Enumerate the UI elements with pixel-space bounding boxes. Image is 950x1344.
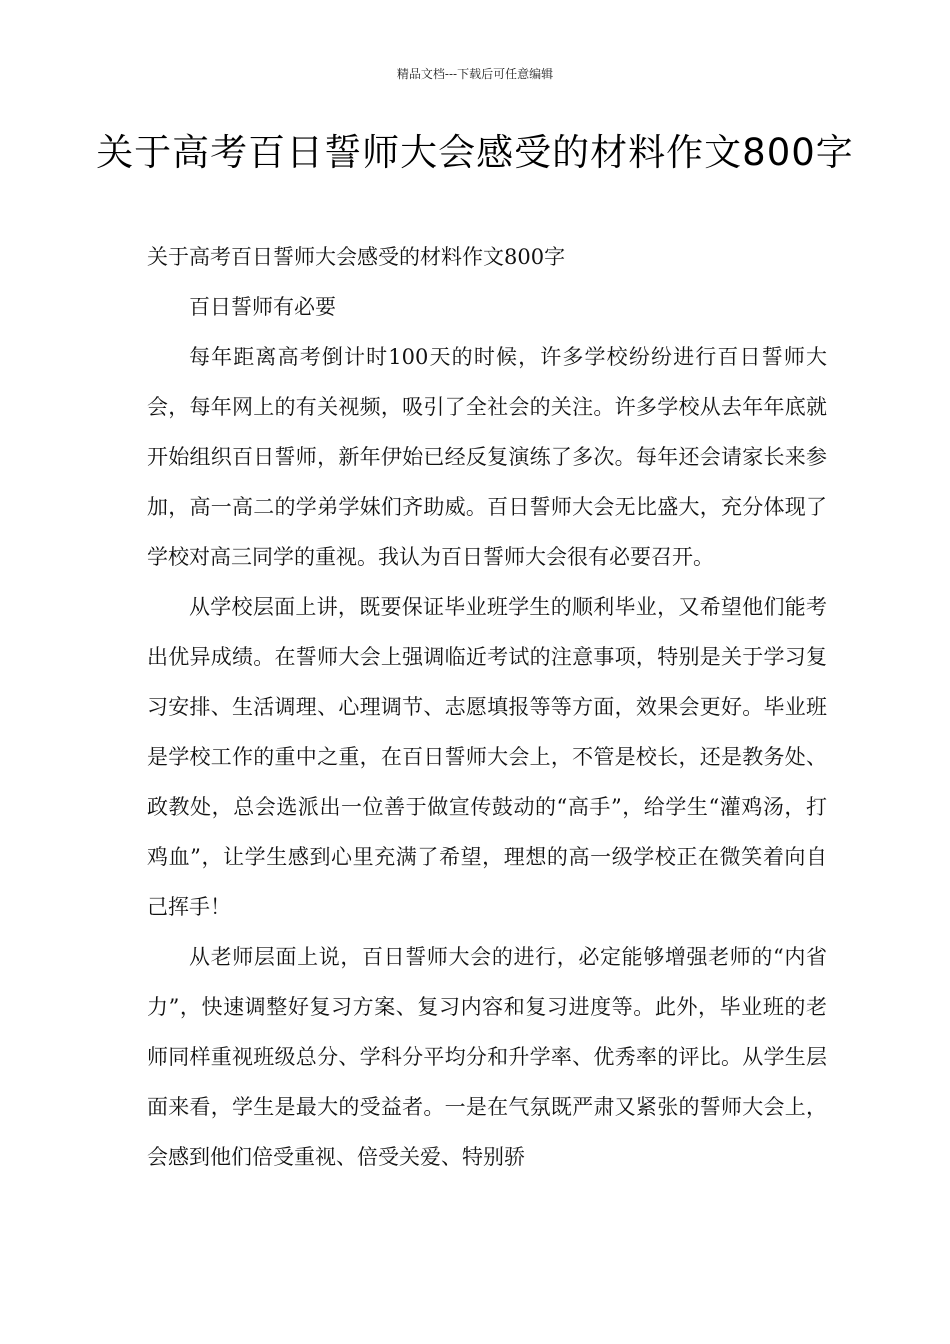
document-subtitle: 关于高考百日誓师大会感受的材料作文800字	[147, 245, 566, 269]
paragraph-heading: 百日誓师有必要	[189, 295, 336, 319]
document-body	[147, 232, 827, 1182]
paragraph: 每年距离高考倒计时100天的时候，许多学校纷纷进行百日誓师大会，每年网上的有关视频，吸引了全社会的关注。许多学校从去年年底就开始组织百日誓师，新年伊始已经反复演练了多次。每年还会请家长来参加，高一高二的学弟学妹们齐助威。百日誓师大会无比盛大，充分体现了学校对高三同学的重视。我认为百日誓师大会很有必要召开。	[147, 345, 827, 569]
paragraph: 从老师层面上说，百日誓师大会的进行，必定能够增强老师的“内省力”，快速调整好复习方案、复习内容和复习进度等。此外，毕业班的老师同样重视班级总分、学科分平均分和升学率、优秀率的评比。从学生层面来看，学生是最大的受益者。一是在气氛既严肃又紧张的誓师大会上，会感到他们倍受重视、倍受关爱、特别骄	[147, 945, 827, 1169]
document-title: 关于高考百日誓师大会感受的材料作文800字	[96, 131, 854, 174]
header-note: 精品文档---下载后可任意编辑	[396, 67, 554, 81]
paragraph: 从学校层面上讲，既要保证毕业班学生的顺利毕业，又希望他们能考出优异成绩。在誓师大会上强调临近考试的注意事项，特别是关于学习复习安排、生活调理、心理调节、志愿填报等等方面，效果会更好。毕业班是学校工作的重中之重，在百日誓师大会上，不管是校长，还是教务处、政教处，总会选派出一位善于做宣传鼓动的“高手”，给学生“灌鸡汤，打鸡血”，让学生感到心里充满了希望，理想的高一级学校正在微笑着向自己挥手！	[147, 595, 827, 919]
